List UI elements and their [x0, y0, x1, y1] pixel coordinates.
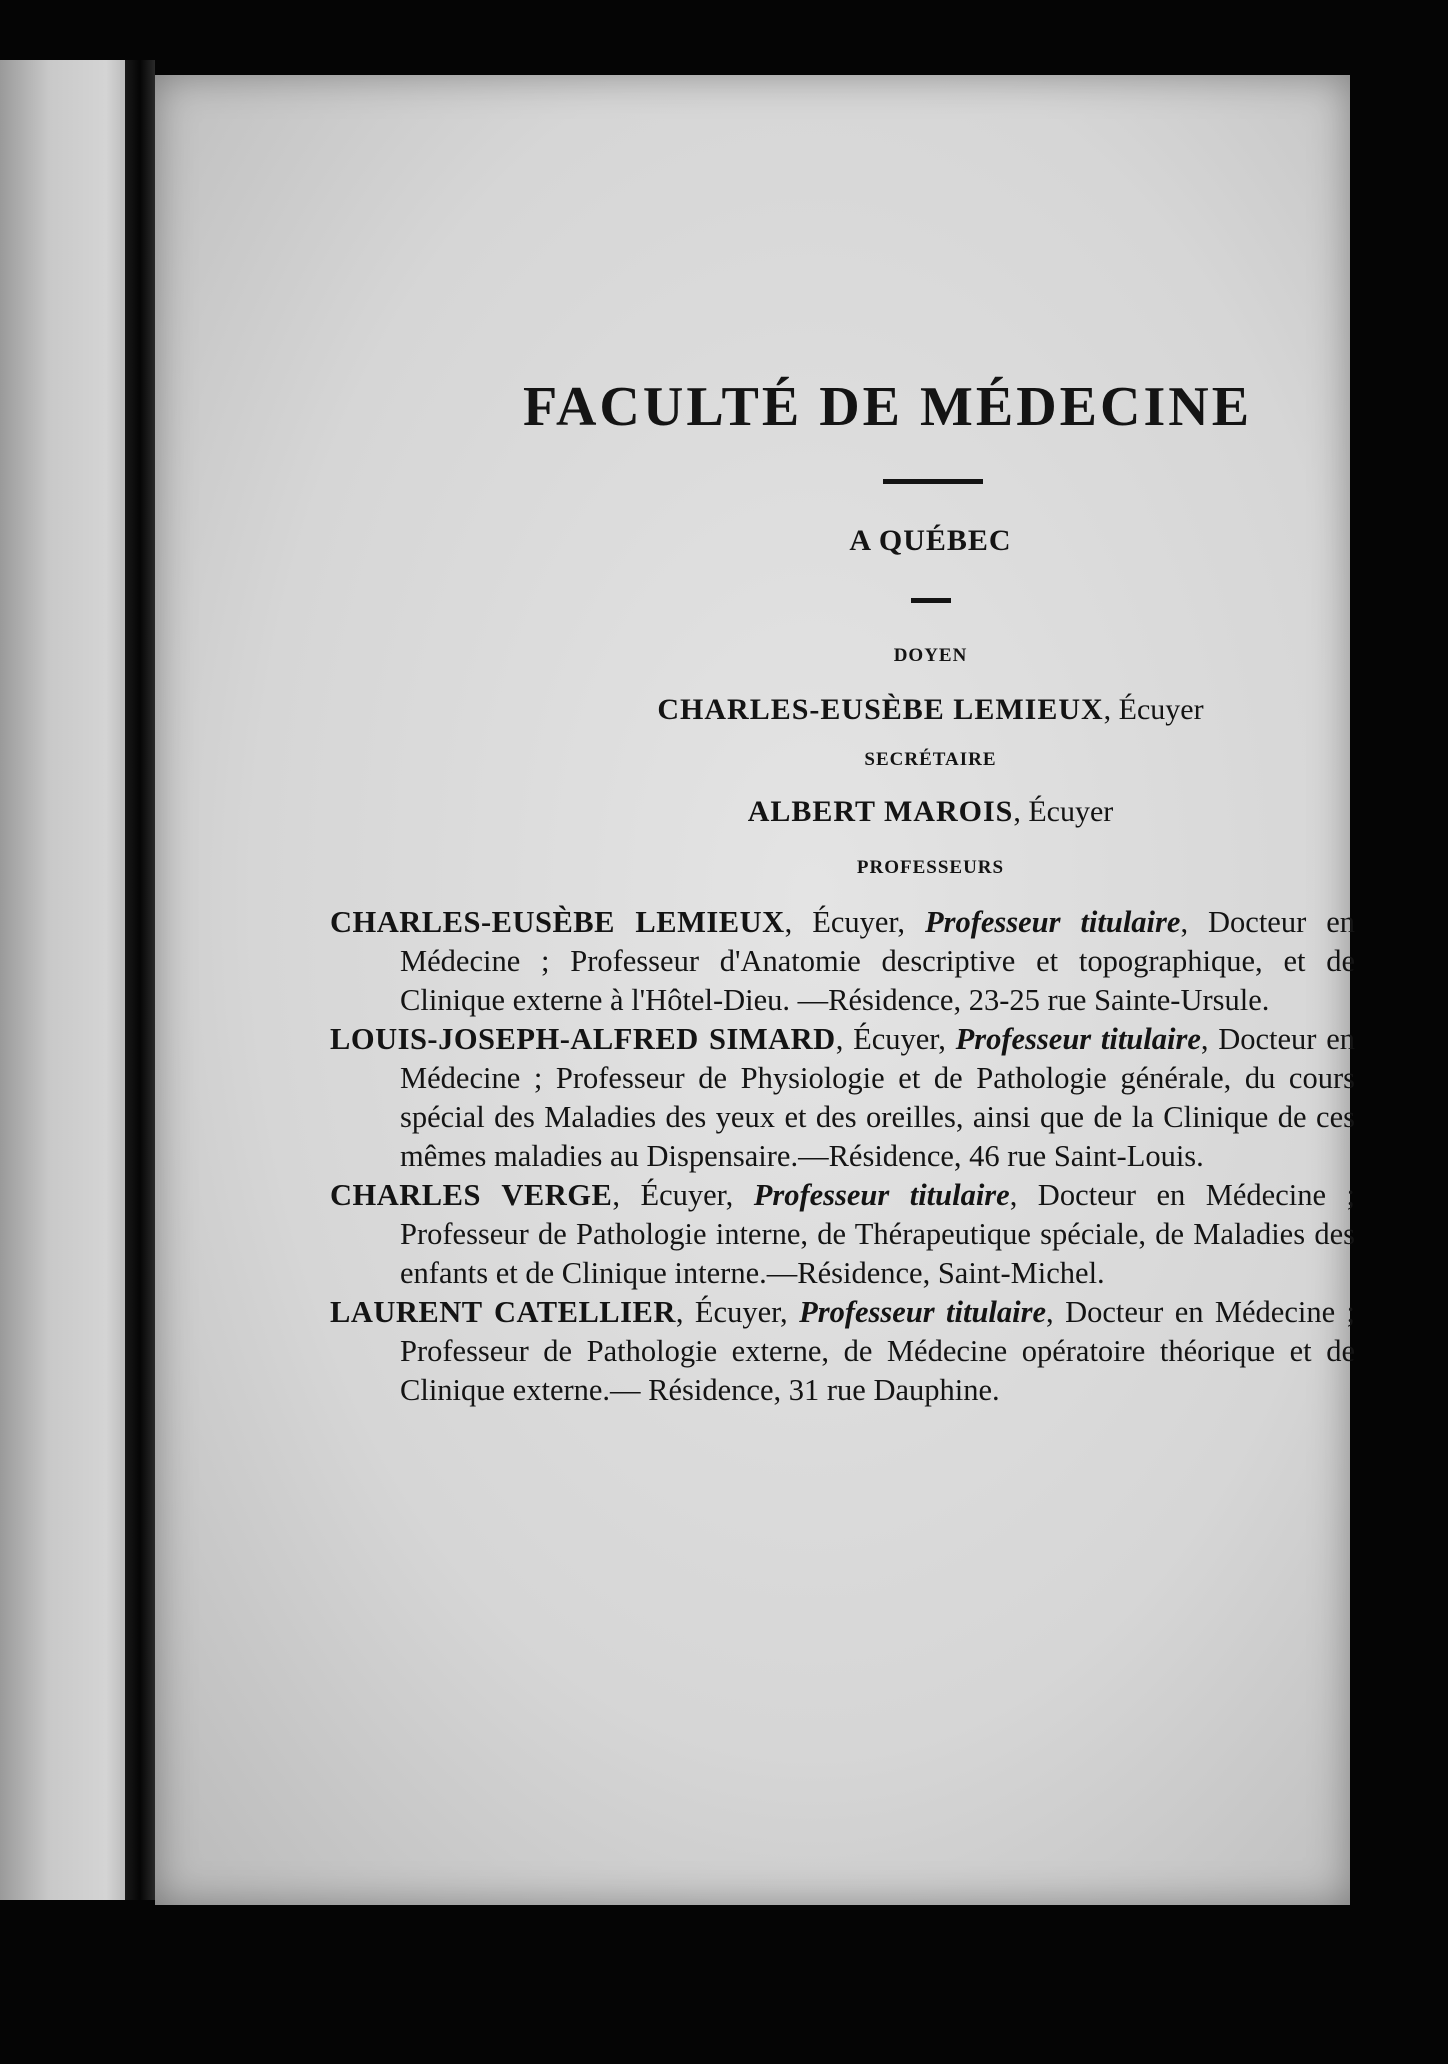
- scanned-page: [155, 75, 1356, 1905]
- professor-entry: [330, 1293, 1355, 1410]
- professor-title: Professeur titulaire: [924, 905, 1181, 939]
- professor-pre: , Écuyer,: [784, 905, 925, 939]
- page-content: [330, 375, 1355, 1410]
- doyen-name: CHARLES-EUSÈBE LEMIEUX: [657, 693, 1104, 726]
- page-title: FACULTÉ DE MÉDECINE: [522, 376, 1253, 438]
- secretaire-name: ALBERT MAROIS: [747, 795, 1014, 828]
- page-subtitle: A QUÉBEC: [849, 524, 1012, 557]
- professor-pre: , Écuyer,: [675, 1295, 800, 1329]
- secretaire-suffix: , Écuyer: [1013, 795, 1114, 828]
- professor-title: Professeur titulaire: [955, 1022, 1201, 1056]
- professor-name: CHARLES-EUSÈBE LEMIEUX: [330, 905, 785, 939]
- doyen-suffix: , Écuyer: [1103, 693, 1204, 726]
- professor-title: Professeur titulaire: [753, 1178, 1010, 1212]
- secretaire-heading: SECRÉTAIRE: [864, 749, 997, 770]
- professor-pre: , Écuyer,: [612, 1178, 754, 1212]
- professor-name: CHARLES VERGE: [330, 1178, 613, 1212]
- professor-entry: [330, 1020, 1355, 1176]
- previous-page-edge: [0, 60, 125, 1900]
- book-spine: [125, 60, 155, 1900]
- professeurs-heading: PROFESSEURS: [856, 857, 1005, 878]
- professor-name: LOUIS-JOSEPH-ALFRED SIMARD: [330, 1022, 836, 1056]
- subtitle-rule: [911, 598, 951, 603]
- title-rule: [883, 479, 983, 484]
- doyen-heading: DOYEN: [893, 645, 968, 666]
- professor-description: , Docteur en Médecine ; Professeur d'Anatomie descriptive et topographique, et de Clinique externe à l'Hôtel-Dieu. —Résidence, 23-25 rue Sainte-Ursule.: [400, 905, 1355, 1017]
- professor-name: LAURENT CATELLIER: [330, 1295, 676, 1329]
- professor-title: Professeur titulaire: [799, 1295, 1047, 1329]
- professor-description: , Docteur en Médecine ; Professeur de Pathologie externe, de Médecine opératoire théorique et de Clinique externe.— Résidence, 31 rue Dauphine.: [400, 1295, 1356, 1407]
- professor-description: , Docteur en Médecine ; Professeur de Physiologie et de Pathologie générale, du cours spécial des Maladies des yeux et des oreilles, ainsi que de la Clinique de ces mêmes maladies au Dispensaire.—Résidence, 46 rue Saint-Louis.: [400, 1022, 1355, 1173]
- professor-description: , Docteur en Médecine ; Professeur de Pathologie interne, de Thérapeutique spéciale, de Maladies des enfants et de Clinique interne.—Résidence, Saint-Michel.: [400, 1178, 1355, 1290]
- professeurs-list: [330, 903, 1355, 1410]
- professor-entry: [330, 903, 1355, 1020]
- professor-entry: [330, 1176, 1355, 1293]
- doyen-person: [418, 693, 1443, 727]
- secretaire-person: [418, 795, 1443, 829]
- professor-pre: , Écuyer,: [835, 1022, 956, 1056]
